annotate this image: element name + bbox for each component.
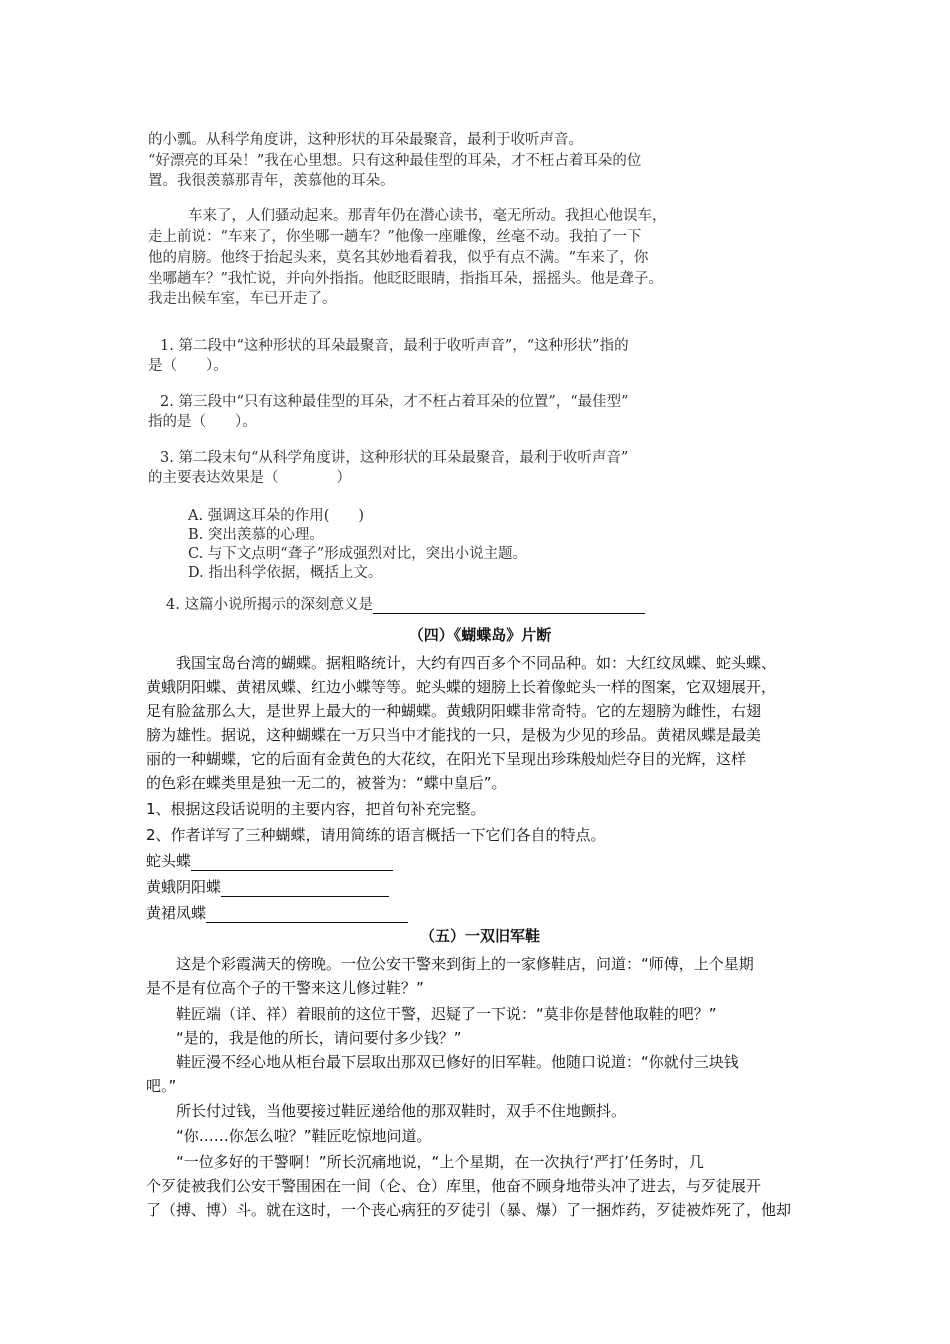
passage-line: “好漂亮的耳朵！”我在心里想。只有这种最佳型的耳朵，才不枉占着耳朵的位 (148, 153, 642, 169)
fill-line (146, 850, 393, 871)
question-line: 是（ ）。 (148, 358, 228, 374)
section-4-title: （四）《蝴蝶岛》片断 (408, 626, 552, 644)
body-line: 这是个彩霞满天的傍晚。一位公安干警来到街上的一家修鞋店，问道：“师傅，上个星期 (176, 955, 754, 973)
question-4-text: 4. 这篇小说所揭示的深刻意义是 (166, 597, 373, 613)
answer-blank (191, 854, 393, 871)
question-line: 1、根据这段话说明的主要内容，把首句补充完整。 (146, 800, 486, 818)
question-line (166, 593, 645, 614)
body-line: 的色彩在蝶类里是独一无二的，被誉为：“蝶中皇后”。 (146, 774, 507, 792)
fill-label: 蛇头蝶 (146, 852, 192, 870)
passage-line: 的小瓢。从科学角度讲，这种形状的耳朵最聚音，最利于收听声音。 (148, 132, 583, 148)
answer-blank (221, 880, 389, 897)
body-line: 膀为雄性。据说，这种蝴蝶在一万只当中才能找的一只，是极为少见的珍品。黄裙凤蝶是最美 (146, 726, 762, 744)
passage-line: 坐哪趟车？”我忙说，并向外指指。他眨眨眼睛，指指耳朵，摇摇头。他是聋子。 (148, 271, 663, 287)
question-line: 1. 第二段中“这种形状的耳朵最聚音，最利于收听声音”，“这种形状”指的 (160, 338, 629, 354)
body-line: “是的，我是他的所长，请问要付多少钱？” (176, 1029, 462, 1047)
body-line: 鞋匠漫不经心地从柜台最下层取出那双已修好的旧军鞋。他随口说道：“你就付三块钱 (176, 1053, 739, 1071)
question-line: 3. 第二段末句“从科学角度讲，这种形状的耳朵最聚音，最利于收听声音” (160, 450, 629, 466)
passage-line: 我走出候车室，车已开走了。 (148, 291, 337, 307)
option-d: D. 指出科学依据，概括上文。 (188, 565, 383, 581)
option-a: A. 强调这耳朵的作用( ) (188, 508, 365, 524)
question-line: 指的是（ ）。 (148, 414, 257, 430)
passage-line: 走上前说：“车来了，你坐哪一趟车？”他像一座雕像，丝毫不动。我拍了一下 (148, 229, 642, 245)
body-line: 丽的一种蝴蝶，它的后面有金黄色的大花纹，在阳光下呈现出珍珠般灿烂夺目的光辉，这样 (146, 750, 747, 768)
body-line: 我国宝岛台湾的蝴蝶。据粗略统计，大约有四百多个不同品种。如：大红纹凤蝶、蛇头蝶、 (176, 654, 777, 672)
body-line: 足有脸盆那么大，是世界上最大的一种蝴蝶。黄蛾阴阳蝶非常奇特。它的左翅膀为雌性，右翅 (146, 702, 762, 720)
fill-label: 黄裙凤蝶 (146, 904, 207, 922)
fill-line (146, 902, 408, 923)
body-line: 是不是有位高个子的干警来这儿修过鞋？” (146, 979, 424, 997)
body-line: “你……你怎么啦？”鞋匠吃惊地问道。 (176, 1127, 432, 1145)
option-b: B. 突出羡慕的心理。 (188, 527, 324, 543)
body-line: 吧。” (146, 1077, 177, 1095)
fill-label: 黄蛾阴阳蝶 (146, 878, 222, 896)
fill-line (146, 876, 389, 897)
passage-line: 置。我很羡慕那青年，羡慕他的耳朵。 (148, 173, 395, 189)
question-line: 2. 第三段中“只有这种最佳型的耳朵，才不枉占着耳朵的位置”，“最佳型” (160, 394, 629, 410)
option-c: C. 与下文点明“聋子”形成强烈对比，突出小说主题。 (188, 546, 528, 562)
body-line: 个歹徒被我们公安干警围困在一间（仑、仓）库里，他奋不顾身地带头冲了进去，与歹徒展开 (146, 1177, 762, 1195)
body-line: 黄蛾阴阳蝶、黄裙凤蝶、红边小蝶等等。蛇头蝶的翅膀上长着像蛇头一样的图案，它双翅展开， (146, 678, 777, 696)
passage-line: 车来了，人们骚动起来。那青年仍在潜心读书，毫无所动。我担心他误车， (188, 208, 667, 224)
passage-line: 他的肩膀。他终于抬起头来，莫名其妙地看着我，似乎有点不满。“车来了，你 (148, 250, 649, 266)
body-line: 鞋匠端（详、祥）着眼前的这位干警，迟疑了一下说：“莫非你是替他取鞋的吧？” (176, 1005, 717, 1023)
question-line: 的主要表达效果是（ ） (148, 470, 351, 486)
answer-blank (206, 906, 408, 923)
body-line: 所长付过钱，当他要接过鞋匠递给他的那双鞋时，双手不住地颤抖。 (176, 1102, 627, 1120)
question-line: 2、作者详写了三种蝴蝶，请用简练的语言概括一下它们各自的特点。 (146, 826, 606, 844)
answer-blank (373, 597, 645, 614)
body-line: 了（搏、博）斗。就在这时，一个丧心病狂的歹徒引（暴、爆）了一捆炸药，歹徒被炸死了，他却 (146, 1201, 792, 1219)
section-5-title: （五）一双旧军鞋 (419, 927, 540, 945)
body-line: “一位多好的干警啊！”所长沉痛地说，“上个星期，在一次执行‘严打’任务时，几 (176, 1153, 704, 1171)
